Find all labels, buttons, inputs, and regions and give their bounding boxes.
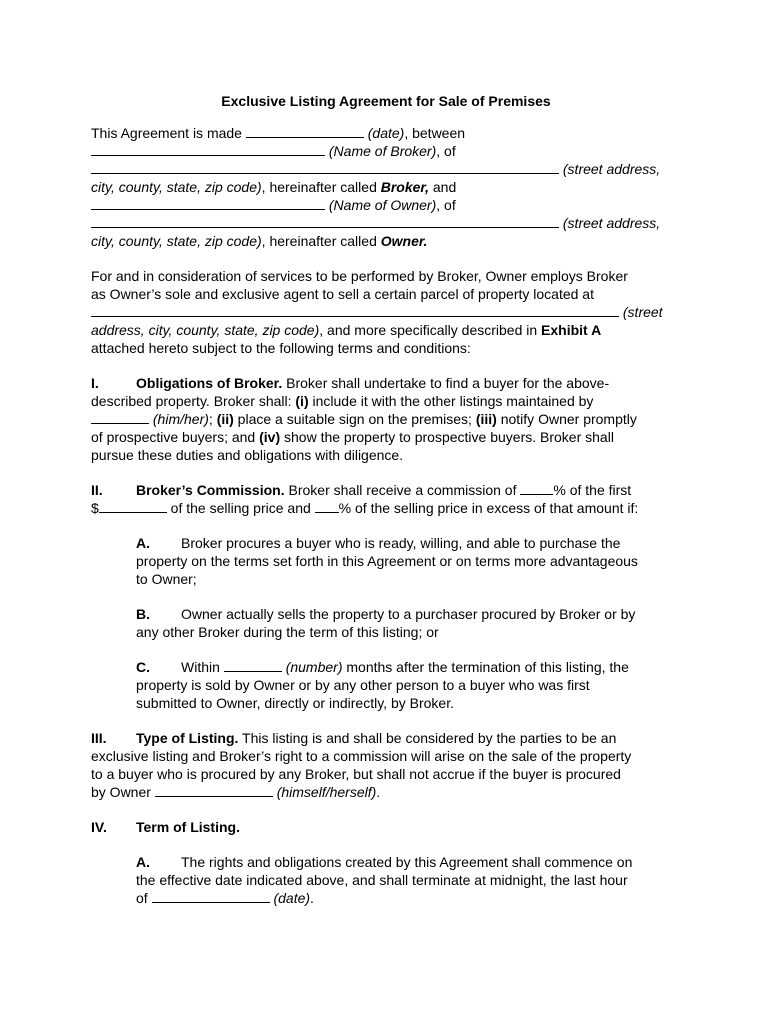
section-heading: Obligations of Broker. [136,375,283,391]
parties-paragraph [91,124,681,250]
text: , of [436,143,456,159]
section-heading: Term of Listing. [136,819,240,835]
text: months after the termination of this listing, the [342,659,629,675]
text: described property. Broker shall: [91,393,296,409]
text: This listing is and shall be considered by the parties to be an [238,730,617,746]
subsection-number: A. [136,535,150,551]
address-hint: address, city, county, state, zip code) [91,322,320,338]
s3-line-4 [91,783,681,801]
text: Broker shall receive a commission of [284,482,521,498]
parties-line-6 [91,214,681,232]
exhibit-reference: Exhibit A [541,322,602,338]
s3-line-1 [91,729,681,747]
himself-herself-blank[interactable] [155,783,273,797]
consideration-paragraph [91,267,681,357]
text: include it with the other listings maintained by [308,393,594,409]
text: Broker shall undertake to find a buyer for the above- [282,375,610,391]
text: notify Owner promptly [496,411,637,427]
broker-address-blank[interactable] [91,160,559,174]
section-commission [91,481,681,517]
text: . [376,784,381,800]
s1-line-3 [91,410,681,428]
months-number-blank[interactable] [224,658,282,672]
term-condition-a [136,853,681,907]
s2a-line-1 [136,534,681,552]
date-hint: (date) [273,890,311,906]
text: of prospective buyers; and [91,429,260,445]
s2-line-1 [91,481,681,499]
text: of [136,890,152,906]
section-type-of-listing [91,729,681,801]
s2b-line-2: any other Broker during the term of this listing; or [136,624,439,640]
himself-herself-hint: (himself/herself) [276,784,377,800]
number-hint: (number) [285,659,343,675]
s2c-line-1 [136,658,681,676]
subsection-number: C. [136,659,150,675]
text: of the selling price and [166,500,315,516]
subsection-number: A. [136,854,150,870]
s1-line-1 [91,374,681,392]
item-marker: (ii) [216,411,234,427]
s4a-line-3 [136,889,681,907]
commission-condition-c [136,658,681,712]
excess-percent-blank[interactable] [315,499,339,513]
text: , hereinafter called [261,233,381,249]
s1-line-2 [91,392,681,410]
date-blank[interactable] [246,124,364,138]
s4a-line-1 [136,853,681,871]
him-her-blank[interactable] [91,410,149,424]
commission-condition-b [136,605,681,641]
s3-line-3: to a buyer who is procured by any Broker, but shall not accrue if the buyer is procured [91,766,621,782]
s1-line-4 [91,428,681,446]
s3-line-2: exclusive listing and Broker’s right to a commission will arise on the sale of the property [91,748,632,764]
address-hint: city, county, state, zip code) [91,233,262,249]
street-hint: (street [622,304,663,320]
parties-line-1 [91,124,681,142]
parties-line-5 [91,196,681,214]
consideration-line-5: attached hereto subject to the following terms and conditions: [91,340,471,356]
section-number: II. [91,482,103,498]
parties-line-2 [91,142,681,160]
s2c-line-3: submitted to Owner, directly or indirectly, by Broker. [136,695,454,711]
text: ; [208,411,217,427]
item-marker: (iv) [259,429,281,445]
text: show the property to prospective buyers. Broker shall [280,429,614,445]
broker-term: Broker, [380,179,429,195]
item-marker: (iii) [475,411,497,427]
section-number: III. [91,730,107,746]
section-term-of-listing [91,818,681,836]
text: place a suitable sign on the premises; [233,411,476,427]
parties-line-7 [91,232,681,250]
item-marker: (i) [295,393,309,409]
parties-line-3 [91,160,681,178]
broker-name-hint: (Name of Broker) [328,143,437,159]
commission-condition-a [136,534,681,588]
section-number: IV. [91,819,107,835]
text: Broker procures a buyer who is ready, willing, and able to purchase the [181,535,621,551]
first-amount-blank[interactable] [99,499,167,513]
text: This Agreement is made [91,125,246,141]
text: % of the selling price in excess of that amount if: [338,500,639,516]
consideration-line-3 [91,303,681,321]
termination-date-blank[interactable] [152,889,270,903]
owner-name-blank[interactable] [91,196,325,210]
s2b-line-1 [136,605,681,623]
text: The rights and obligations created by this Agreement shall commence on [181,854,633,870]
section-number: I. [91,375,99,391]
text: by Owner [91,784,155,800]
consideration-line-1: For and in consideration of services to be performed by Broker, Owner employs Broker [91,268,628,284]
subsection-number: B. [136,606,150,622]
street-hint: (street address, [562,215,661,231]
owner-name-hint: (Name of Owner) [328,197,437,213]
owner-address-blank[interactable] [91,214,559,228]
broker-name-blank[interactable] [91,142,325,156]
document-title: Exclusive Listing Agreement for Sale of Premises [221,93,551,109]
commission-percent-blank[interactable] [520,481,553,495]
section-heading: Broker’s Commission. [136,482,285,498]
owner-term: Owner. [380,233,428,249]
s4-line-1 [91,818,681,836]
text: , hereinafter called [261,179,381,195]
s2a-line-3: to Owner; [136,571,197,587]
consideration-line-2: as Owner’s sole and exclusive agent to sell a certain parcel of property located at [91,286,594,302]
street-hint: (street address, [562,161,661,177]
text: Within [181,659,224,675]
address-hint: city, county, state, zip code) [91,179,262,195]
document-page [91,92,681,924]
s4a-line-2: the effective date indicated above, and shall terminate at midnight, the last hour [136,872,628,888]
s2c-line-2: property is sold by Owner or by any other person to a buyer who was first [136,677,590,693]
text: , of [436,197,456,213]
text: , and more specifically described in [319,322,542,338]
section-obligations [91,374,681,464]
text: % of the first [553,482,632,498]
consideration-line-4 [91,321,681,339]
text: . [310,890,314,906]
s1-line-5: pursue these duties and obligations with diligence. [91,447,404,463]
s2-line-2 [91,499,681,517]
s2a-line-2: property on the terms set forth in this Agreement or on terms more advantageous [136,553,638,569]
text: and [429,179,457,195]
dollar-sign: $ [91,500,99,516]
property-address-blank[interactable] [91,303,619,317]
him-her-hint: (him/her) [152,411,209,427]
section-heading: Type of Listing. [136,730,239,746]
text: , between [404,125,466,141]
text: Owner actually sells the property to a purchaser procured by Broker or by [181,606,636,622]
parties-line-4 [91,178,681,196]
date-hint: (date) [367,125,405,141]
